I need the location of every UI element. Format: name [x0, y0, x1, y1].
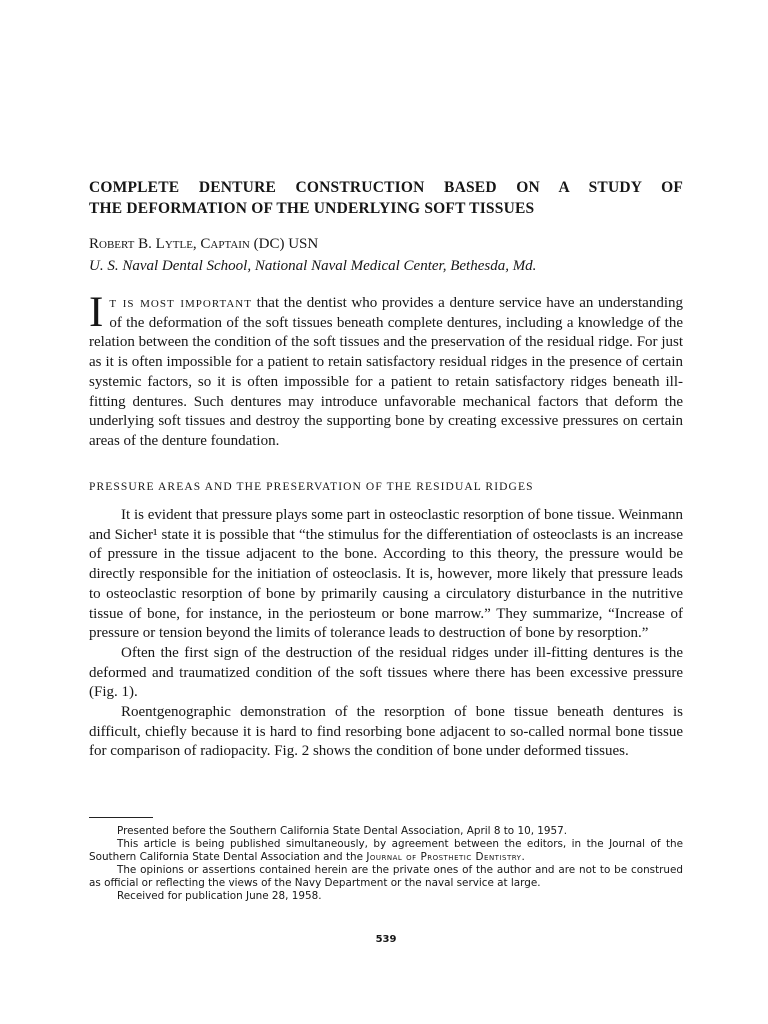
- footnote-rule: [89, 817, 153, 818]
- footnote-received: Received for publication June 28, 1958.: [117, 889, 322, 902]
- footnote-journal-name: Journal of Prosthetic Dentistry: [366, 850, 522, 863]
- intro-paragraph: [89, 289, 683, 452]
- title-line-1: COMPLETE DENTURE CONSTRUCTION BASED ON A STUDY OF: [89, 179, 683, 196]
- intro-text: that the dentist who provides a denture service have an understanding of the deformation of the soft tissues beneath complete dentures, including a knowledge of the relation between the condition of the soft tissues and the preservation of the residual ridge. For just as it is often impossible for a patient to retain satisfactory residual ridges in the presence of certain systemic factors, so it is often impossible for a patient to retain satisfactory ridges beneath ill-fitting dentures. Such dentures may introduce unfavorable mechanical factors that deform the underlying soft tissues and destroy the supporting bone by creating excessive pressures on certain areas of the denture foundation.: [89, 295, 683, 449]
- footnote-published-text: This article is being published simultaneously, by agreement between the editors, in the Journal of the Southern California State Dental Association and the: [89, 837, 683, 863]
- body-paragraph-1: It is evident that pressure plays some part in osteoclastic resorption of bone tissue. Weinmann and Sicher¹ state it is possible that “the stimulus for the differentiation of osteoclasts is an increase of pressure in the tissue adjacent to the bone. According to this theory, the pressure would be directly responsible for the initiation of osteoclasis. It is, however, more likely that pressure leads to osteoclastic resorption of bone by primarily causing a circulatory disturbance in the nutritive tissue of bone, for instance, in the periosteum or bone marrow.” They summarize, “Increase of pressure or tension beyond the limits of tolerance leads to destruction of bone by resorption.”: [89, 507, 683, 642]
- affiliation-line: U. S. Naval Dental School, National Naval Medical Center, Bethesda, Md.: [89, 258, 537, 274]
- footnote-published: [89, 838, 683, 864]
- footnote-opinions: The opinions or assertions contained herein are the private ones of the author and are not to be construed as official or reflecting the views of the Navy Department or the naval service at large.: [89, 863, 683, 889]
- section-heading: PRESSURE AREAS AND THE PRESERVATION OF THE RESIDUAL RIDGES: [89, 481, 534, 493]
- page-number: 539: [375, 934, 397, 945]
- body-paragraph-2: Often the first sign of the destruction of the residual ridges under ill-fitting dentures is the deformed and traumatized condition of the soft tissues where there has been excessive pressure (Fig. 1).: [89, 644, 683, 701]
- footnotes: [89, 825, 683, 902]
- author-line: Robert B. Lytle, Captain (DC) USN: [89, 236, 319, 252]
- footnote-presented: Presented before the Southern California State Dental Association, April 8 to 10, 1957.: [117, 825, 568, 837]
- article-title: [89, 177, 683, 219]
- footnote-published-end: .: [521, 850, 525, 863]
- intro-lead-smallcaps: t is most important: [109, 295, 252, 311]
- body-paragraph-3: Roentgenographic demonstration of the resorption of bone tissue beneath dentures is difficult, chiefly because it is hard to find resorbing bone adjacent to so-called normal bone tissue for comparison of radiopacity. Fig. 2 shows the condition of bone under deformed tissues.: [89, 704, 683, 760]
- drop-cap: I: [89, 289, 104, 336]
- section-body: [89, 506, 683, 762]
- title-line-2: THE DEFORMATION OF THE UNDERLYING SOFT TISSUES: [89, 200, 535, 217]
